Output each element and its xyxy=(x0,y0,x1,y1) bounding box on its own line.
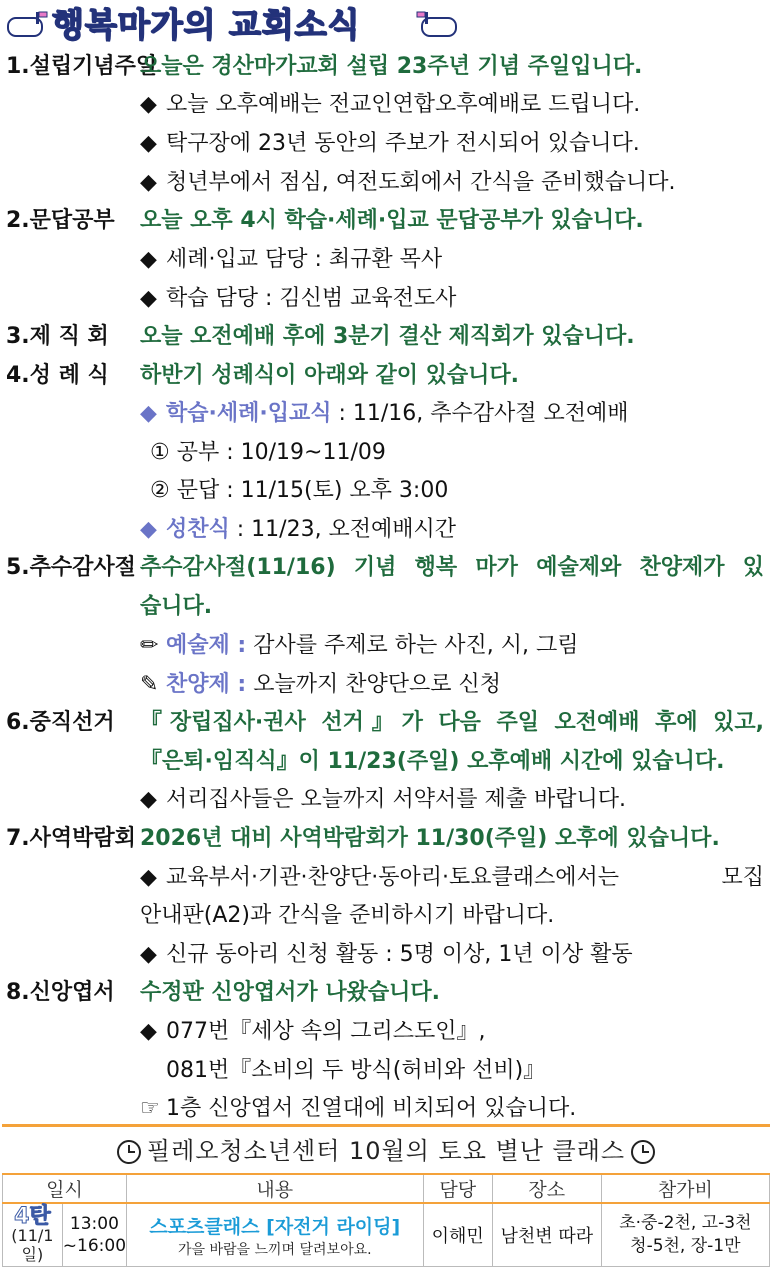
notice-1 xyxy=(0,48,773,86)
notice-2 xyxy=(0,202,773,240)
notice-lead: 2026년 대비 사역박람회가 11/30(주일) 오후에 있습니다. xyxy=(140,826,720,851)
fee-cell xyxy=(601,1203,769,1267)
notice-heading: 5.추수감사절 xyxy=(6,555,136,580)
notice-detail: 077번『세상 속의 그리스도인』, xyxy=(166,1019,486,1044)
notice-detail: 서리집사들은 오늘까지 서약서를 제출 바랍니다. xyxy=(166,787,627,812)
notice-heading: 3.제 직 회 xyxy=(6,324,109,349)
diamond-bullet-icon: ◆ xyxy=(140,787,157,812)
notice-lead: 오늘 오전예배 후에 3분기 결산 제직회가 있습니다. xyxy=(140,324,635,349)
mailbox-icon xyxy=(414,10,458,38)
notice-lead: 하반기 성례식이 아래와 같이 있습니다. xyxy=(140,363,520,388)
notice-lead: 『장립집사·권사 선거』가 다음 주일 오전예배 후에 있고, xyxy=(140,710,764,735)
notice-detail: 교육부서·기관·찬양단·동아리·토요클래스에서는 모집 xyxy=(166,865,764,890)
pointing-hand-icon: ☞ xyxy=(140,1096,160,1121)
class-description: 가을 바람을 느끼며 달려보아요. xyxy=(177,1241,372,1258)
episode-label: 4탄 xyxy=(14,1203,51,1229)
column-header: 내용 xyxy=(127,1174,424,1203)
column-header: 장소 xyxy=(492,1174,601,1203)
notice-6 xyxy=(0,704,773,742)
notice-heading: 8.신앙엽서 xyxy=(6,980,115,1005)
notice-detail: 세례·입교 담당 : 최규환 목사 xyxy=(166,247,443,272)
diamond-bullet-icon: ◆ xyxy=(140,401,157,426)
column-header: 담당 xyxy=(423,1174,492,1203)
notice-5 xyxy=(0,549,773,587)
notice-4 xyxy=(0,357,773,395)
notice-detail-cont: 081번『소비의 두 방식(허비와 선비)』 xyxy=(166,1058,546,1083)
event-label: 찬양제 xyxy=(166,672,230,697)
diamond-bullet-icon: ◆ xyxy=(140,517,157,542)
date-cell xyxy=(3,1203,63,1267)
notice-lead: 추수감사절(11/16) 기념 행복 마가 예술제와 찬양제가 있 xyxy=(140,555,764,580)
ceremony-detail: : 11/23, 오전예배시간 xyxy=(229,517,457,542)
table-header xyxy=(3,1174,770,1203)
fee-line: 청-5천, 장-1만 xyxy=(630,1236,741,1256)
notice-heading: 2.문답공부 xyxy=(6,208,115,233)
schedule-line: ② 문답 : 11/15(토) 오후 3:00 xyxy=(150,478,449,503)
saturday-class-box xyxy=(2,1124,770,1266)
notice-lead: 오늘 오후 4시 학습·세례·입교 문답공부가 있습니다. xyxy=(140,208,644,233)
diamond-bullet-icon: ◆ xyxy=(140,131,157,156)
mailbox-icon xyxy=(6,10,50,38)
notice-lead-cont: 『은퇴·임직식』이 11/23(주일) 오후예배 시간에 있습니다. xyxy=(140,749,725,774)
ceremony-label: 성찬식 xyxy=(166,517,230,542)
notice-7 xyxy=(0,820,773,858)
place-cell: 남천변 따라 xyxy=(492,1203,601,1267)
column-header: 일시 xyxy=(3,1174,127,1203)
diamond-bullet-icon: ◆ xyxy=(140,865,157,890)
column-header: 참가비 xyxy=(601,1174,769,1203)
clock-icon xyxy=(631,1140,655,1164)
notice-heading: 6.중직선거 xyxy=(6,710,115,735)
table-row xyxy=(3,1203,770,1267)
schedule-line: ① 공부 : 10/19~11/09 xyxy=(150,440,386,465)
class-title xyxy=(2,1129,770,1173)
clock-icon xyxy=(117,1140,141,1164)
class-table xyxy=(2,1173,770,1267)
title-row xyxy=(0,2,773,52)
diamond-bullet-icon: ◆ xyxy=(140,247,157,272)
event-detail: 오늘까지 찬양단으로 신청 xyxy=(246,672,501,697)
manager-cell: 이해민 xyxy=(423,1203,492,1267)
fee-line: 초·중-2천, 고-3천 xyxy=(619,1213,752,1233)
notice-lead-cont: 습니다. xyxy=(140,594,213,619)
writing-hand-icon: ✎ xyxy=(140,672,159,697)
notice-detail: 오늘 오후예배는 전교인연합오후예배로 드립니다. xyxy=(166,92,641,117)
page-title: 행복마가의 교회소식 xyxy=(52,5,361,44)
end-time: ~16:00 xyxy=(62,1236,127,1256)
date-label: (11/1일) xyxy=(11,1225,54,1264)
notice-detail-cont: 안내판(A2)과 간식을 준비하시기 바랍니다. xyxy=(140,903,555,928)
notice-detail: 신규 동아리 신청 활동 : 5명 이상, 1년 이상 활동 xyxy=(166,942,633,967)
notice-3 xyxy=(0,318,773,356)
notice-heading: 4.성 례 식 xyxy=(6,363,109,388)
diamond-bullet-icon: ◆ xyxy=(140,286,157,311)
ceremony-detail: : 11/16, 추수감사절 오전예배 xyxy=(331,401,629,426)
event-detail: 감사를 주제로 하는 사진, 시, 그림 xyxy=(246,633,579,658)
event-label: 예술제 xyxy=(166,633,230,658)
notice-heading: 7.사역박람회 xyxy=(6,826,136,851)
notice-detail: 학습 담당 : 김신범 교육전도사 xyxy=(166,286,457,311)
notice-8 xyxy=(0,974,773,1012)
diamond-bullet-icon: ◆ xyxy=(140,92,157,117)
class-name: 스포츠클래스 [자전거 라이딩] xyxy=(149,1215,401,1238)
notice-lead: 수정판 신앙엽서가 나왔습니다. xyxy=(140,980,440,1005)
time-cell xyxy=(62,1203,126,1267)
notice-heading: 1.설립기념주일 xyxy=(6,54,158,79)
notice-detail: 청년부에서 점심, 여전도회에서 간식을 준비했습니다. xyxy=(166,170,676,195)
class-title-text: 필레오청소년센터 10월의 토요 별난 클래스 xyxy=(146,1137,626,1165)
ceremony-label: 학습·세례·입교식 xyxy=(166,401,332,426)
diamond-bullet-icon: ◆ xyxy=(140,1019,157,1044)
diamond-bullet-icon: ◆ xyxy=(140,942,157,967)
start-time: 13:00 xyxy=(69,1214,119,1234)
notice-detail: 탁구장에 23년 동안의 주보가 전시되어 있습니다. xyxy=(166,131,640,156)
content-cell xyxy=(127,1203,424,1267)
notice-lead: 오늘은 경산마가교회 설립 23주년 기념 주일입니다. xyxy=(140,54,643,79)
notice-detail: 1층 신앙엽서 진열대에 비치되어 있습니다. xyxy=(166,1096,577,1121)
diamond-bullet-icon: ◆ xyxy=(140,170,157,195)
pencil-icon: ✏ xyxy=(140,633,159,658)
